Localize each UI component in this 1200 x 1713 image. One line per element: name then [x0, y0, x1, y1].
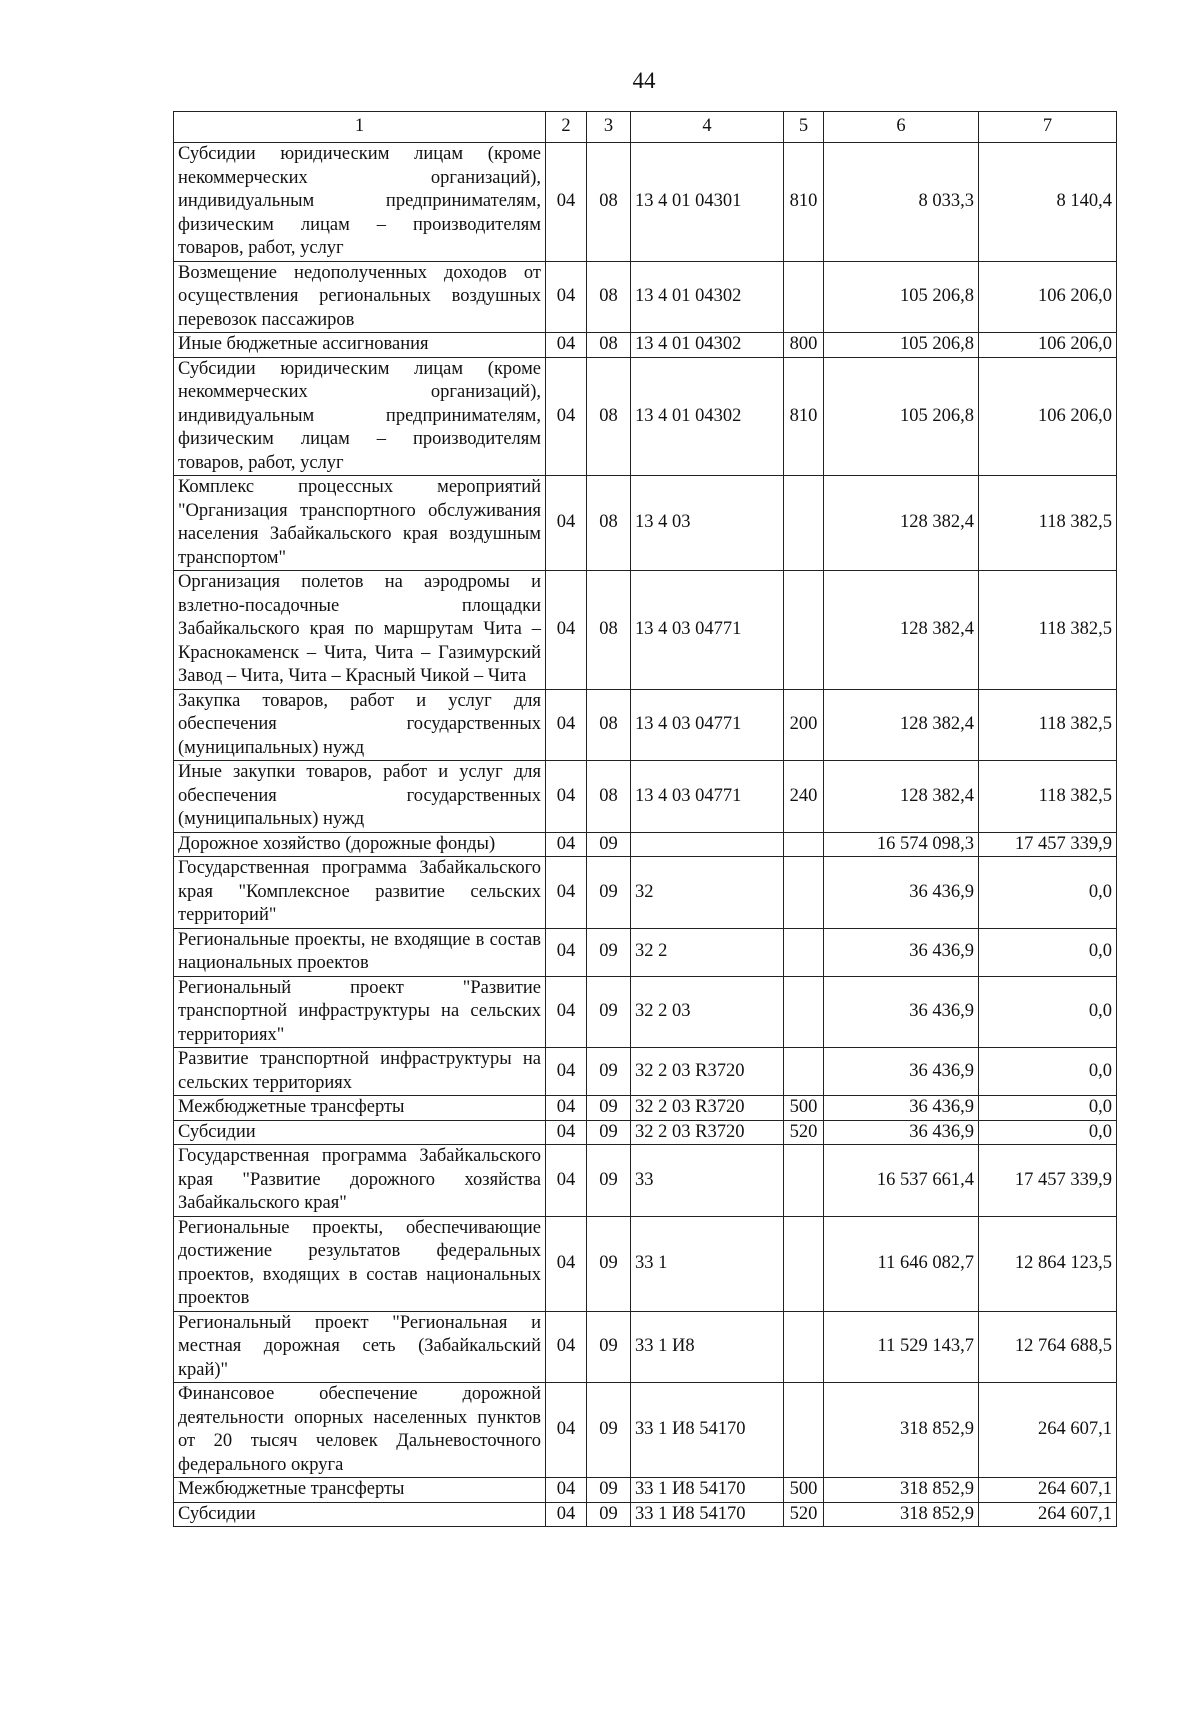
row-name-cell: Субсидии	[174, 1120, 546, 1145]
expense-type-cell	[784, 1216, 824, 1311]
expense-type-cell	[784, 857, 824, 929]
amount-year2-cell: 264 607,1	[979, 1383, 1117, 1478]
amount-year2-cell: 0,0	[979, 928, 1117, 976]
expense-type-cell	[784, 1048, 824, 1096]
amount-year1-cell: 128 382,4	[824, 689, 979, 761]
subsection-cell: 09	[587, 832, 631, 857]
section-cell: 04	[546, 928, 587, 976]
section-cell: 04	[546, 1096, 587, 1121]
target-code-cell: 32 2	[631, 928, 784, 976]
subsection-cell: 09	[587, 1120, 631, 1145]
amount-year1-cell: 36 436,9	[824, 1120, 979, 1145]
table-row	[174, 1096, 1117, 1121]
table-row	[174, 832, 1117, 857]
section-cell: 04	[546, 689, 587, 761]
amount-year2-cell: 0,0	[979, 857, 1117, 929]
table-row	[174, 1145, 1117, 1217]
amount-year1-cell: 16 574 098,3	[824, 832, 979, 857]
target-code-cell: 13 4 03 04771	[631, 761, 784, 833]
table-row	[174, 1383, 1117, 1478]
amount-year1-cell: 16 537 661,4	[824, 1145, 979, 1217]
column-header-4: 4	[631, 112, 784, 143]
subsection-cell: 08	[587, 333, 631, 358]
subsection-cell: 09	[587, 1216, 631, 1311]
section-cell: 04	[546, 976, 587, 1048]
target-code-cell: 13 4 03 04771	[631, 571, 784, 690]
amount-year1-cell: 318 852,9	[824, 1478, 979, 1503]
table-row	[174, 1502, 1117, 1527]
subsection-cell: 08	[587, 143, 631, 262]
section-cell: 04	[546, 261, 587, 333]
amount-year2-cell: 0,0	[979, 1096, 1117, 1121]
subsection-cell: 08	[587, 357, 631, 476]
amount-year1-cell: 8 033,3	[824, 143, 979, 262]
expense-type-cell: 240	[784, 761, 824, 833]
subsection-cell: 09	[587, 1383, 631, 1478]
subsection-cell: 08	[587, 689, 631, 761]
amount-year2-cell: 118 382,5	[979, 571, 1117, 690]
section-cell: 04	[546, 832, 587, 857]
target-code-cell	[631, 832, 784, 857]
amount-year1-cell: 36 436,9	[824, 1096, 979, 1121]
row-name-cell: Региональные проекты, не входящие в состав национальных проектов	[174, 928, 546, 976]
section-cell: 04	[546, 1120, 587, 1145]
expense-type-cell: 810	[784, 357, 824, 476]
subsection-cell: 09	[587, 1311, 631, 1383]
column-header-7: 7	[979, 112, 1117, 143]
target-code-cell: 33 1 И8 54170	[631, 1502, 784, 1527]
expense-type-cell: 500	[784, 1096, 824, 1121]
amount-year2-cell: 17 457 339,9	[979, 832, 1117, 857]
amount-year2-cell: 118 382,5	[979, 761, 1117, 833]
row-name-cell: Иные закупки товаров, работ и услуг для обеспечения государственных (муниципальных) нужд	[174, 761, 546, 833]
amount-year2-cell: 264 607,1	[979, 1478, 1117, 1503]
row-name-cell: Закупка товаров, работ и услуг для обеспечения государственных (муниципальных) нужд	[174, 689, 546, 761]
amount-year1-cell: 105 206,8	[824, 333, 979, 358]
expense-type-cell	[784, 928, 824, 976]
table-row	[174, 261, 1117, 333]
amount-year1-cell: 128 382,4	[824, 761, 979, 833]
section-cell: 04	[546, 571, 587, 690]
section-cell: 04	[546, 1502, 587, 1527]
amount-year1-cell: 36 436,9	[824, 1048, 979, 1096]
amount-year1-cell: 36 436,9	[824, 857, 979, 929]
target-code-cell: 33 1 И8 54170	[631, 1383, 784, 1478]
section-cell: 04	[546, 1216, 587, 1311]
expense-type-cell	[784, 1383, 824, 1478]
expense-type-cell	[784, 976, 824, 1048]
amount-year1-cell: 105 206,8	[824, 357, 979, 476]
target-code-cell: 32 2 03 R3720	[631, 1120, 784, 1145]
amount-year1-cell: 11 646 082,7	[824, 1216, 979, 1311]
target-code-cell: 33 1	[631, 1216, 784, 1311]
subsection-cell: 09	[587, 1145, 631, 1217]
section-cell: 04	[546, 333, 587, 358]
row-name-cell: Комплекс процессных мероприятий "Организация транспортного обслуживания населения Забайкальского края воздушным транспортом"	[174, 476, 546, 571]
amount-year2-cell: 12 764 688,5	[979, 1311, 1117, 1383]
amount-year2-cell: 106 206,0	[979, 333, 1117, 358]
target-code-cell: 32	[631, 857, 784, 929]
target-code-cell: 32 2 03 R3720	[631, 1048, 784, 1096]
amount-year2-cell: 0,0	[979, 976, 1117, 1048]
section-cell: 04	[546, 1478, 587, 1503]
amount-year1-cell: 318 852,9	[824, 1383, 979, 1478]
table-row	[174, 689, 1117, 761]
page-number: 44	[632, 68, 656, 93]
section-cell: 04	[546, 1383, 587, 1478]
expense-type-cell	[784, 1311, 824, 1383]
row-name-cell: Региональный проект "Региональная и местная дорожная сеть (Забайкальский край)"	[174, 1311, 546, 1383]
amount-year2-cell: 106 206,0	[979, 261, 1117, 333]
column-header-5: 5	[784, 112, 824, 143]
row-name-cell: Субсидии	[174, 1502, 546, 1527]
expense-type-cell	[784, 476, 824, 571]
section-cell: 04	[546, 1145, 587, 1217]
table-row	[174, 1120, 1117, 1145]
header-row	[174, 112, 1117, 143]
amount-year2-cell: 0,0	[979, 1048, 1117, 1096]
row-name-cell: Финансовое обеспечение дорожной деятельности опорных населенных пунктов от 20 тысяч человек Дальневосточного федерального округа	[174, 1383, 546, 1478]
budget-table	[173, 111, 1117, 1527]
amount-year2-cell: 264 607,1	[979, 1502, 1117, 1527]
amount-year1-cell: 11 529 143,7	[824, 1311, 979, 1383]
row-name-cell: Региональные проекты, обеспечивающие достижение результатов федеральных проектов, входящих в состав национальных проектов	[174, 1216, 546, 1311]
column-header-1: 1	[174, 112, 546, 143]
table-row	[174, 357, 1117, 476]
amount-year2-cell: 118 382,5	[979, 689, 1117, 761]
target-code-cell: 13 4 03	[631, 476, 784, 571]
row-name-cell: Субсидии юридическим лицам (кроме некоммерческих организаций), индивидуальным предпринимателям, физическим лицам – производителям товаров, работ, услуг	[174, 143, 546, 262]
expense-type-cell: 520	[784, 1502, 824, 1527]
table-row	[174, 1216, 1117, 1311]
target-code-cell: 13 4 01 04302	[631, 333, 784, 358]
amount-year1-cell: 36 436,9	[824, 976, 979, 1048]
expense-type-cell: 500	[784, 1478, 824, 1503]
table-row	[174, 1048, 1117, 1096]
table-row	[174, 333, 1117, 358]
row-name-cell: Государственная программа Забайкальского края "Развитие дорожного хозяйства Забайкальского края"	[174, 1145, 546, 1217]
subsection-cell: 09	[587, 928, 631, 976]
row-name-cell: Субсидии юридическим лицам (кроме некоммерческих организаций), индивидуальным предпринимателям, физическим лицам – производителям товаров, работ, услуг	[174, 357, 546, 476]
section-cell: 04	[546, 1311, 587, 1383]
table-row	[174, 143, 1117, 262]
section-cell: 04	[546, 1048, 587, 1096]
section-cell: 04	[546, 143, 587, 262]
expense-type-cell	[784, 832, 824, 857]
subsection-cell: 08	[587, 476, 631, 571]
table-row	[174, 976, 1117, 1048]
section-cell: 04	[546, 357, 587, 476]
row-name-cell: Региональный проект "Развитие транспортной инфраструктуры на сельских территориях"	[174, 976, 546, 1048]
column-header-2: 2	[546, 112, 587, 143]
amount-year1-cell: 128 382,4	[824, 571, 979, 690]
amount-year1-cell: 36 436,9	[824, 928, 979, 976]
table-row	[174, 571, 1117, 690]
table-row	[174, 476, 1117, 571]
target-code-cell: 32 2 03	[631, 976, 784, 1048]
amount-year2-cell: 17 457 339,9	[979, 1145, 1117, 1217]
section-cell: 04	[546, 761, 587, 833]
expense-type-cell: 800	[784, 333, 824, 358]
target-code-cell: 13 4 01 04302	[631, 357, 784, 476]
target-code-cell: 32 2 03 R3720	[631, 1096, 784, 1121]
row-name-cell: Государственная программа Забайкальского края "Комплексное развитие сельских территорий"	[174, 857, 546, 929]
row-name-cell: Развитие транспортной инфраструктуры на сельских территориях	[174, 1048, 546, 1096]
table-row	[174, 1478, 1117, 1503]
table-body	[174, 143, 1117, 1527]
row-name-cell: Иные бюджетные ассигнования	[174, 333, 546, 358]
expense-type-cell	[784, 261, 824, 333]
subsection-cell: 08	[587, 571, 631, 690]
row-name-cell: Дорожное хозяйство (дорожные фонды)	[174, 832, 546, 857]
target-code-cell: 33	[631, 1145, 784, 1217]
subsection-cell: 09	[587, 1096, 631, 1121]
row-name-cell: Организация полетов на аэродромы и взлетно-посадочные площадки Забайкальского края по маршрутам Чита – Краснокаменск – Чита, Чита – Газимурский Завод – Чита, Чита – Красный Чикой – Чита	[174, 571, 546, 690]
target-code-cell: 13 4 03 04771	[631, 689, 784, 761]
amount-year2-cell: 0,0	[979, 1120, 1117, 1145]
section-cell: 04	[546, 476, 587, 571]
amount-year1-cell: 128 382,4	[824, 476, 979, 571]
subsection-cell: 09	[587, 1502, 631, 1527]
target-code-cell: 13 4 01 04301	[631, 143, 784, 262]
amount-year2-cell: 12 864 123,5	[979, 1216, 1117, 1311]
subsection-cell: 09	[587, 1478, 631, 1503]
table-row	[174, 857, 1117, 929]
expense-type-cell: 810	[784, 143, 824, 262]
subsection-cell: 08	[587, 261, 631, 333]
column-header-6: 6	[824, 112, 979, 143]
expense-type-cell	[784, 571, 824, 690]
row-name-cell: Возмещение недополученных доходов от осуществления региональных воздушных перевозок пассажиров	[174, 261, 546, 333]
subsection-cell: 09	[587, 857, 631, 929]
amount-year2-cell: 8 140,4	[979, 143, 1117, 262]
subsection-cell: 09	[587, 1048, 631, 1096]
subsection-cell: 08	[587, 761, 631, 833]
column-header-3: 3	[587, 112, 631, 143]
amount-year1-cell: 318 852,9	[824, 1502, 979, 1527]
target-code-cell: 13 4 01 04302	[631, 261, 784, 333]
expense-type-cell: 200	[784, 689, 824, 761]
row-name-cell: Межбюджетные трансферты	[174, 1478, 546, 1503]
expense-type-cell: 520	[784, 1120, 824, 1145]
table-row	[174, 761, 1117, 833]
amount-year1-cell: 105 206,8	[824, 261, 979, 333]
amount-year2-cell: 106 206,0	[979, 357, 1117, 476]
target-code-cell: 33 1 И8 54170	[631, 1478, 784, 1503]
amount-year2-cell: 118 382,5	[979, 476, 1117, 571]
table-row	[174, 928, 1117, 976]
row-name-cell: Межбюджетные трансферты	[174, 1096, 546, 1121]
expense-type-cell	[784, 1145, 824, 1217]
section-cell: 04	[546, 857, 587, 929]
target-code-cell: 33 1 И8	[631, 1311, 784, 1383]
table-row	[174, 1311, 1117, 1383]
subsection-cell: 09	[587, 976, 631, 1048]
